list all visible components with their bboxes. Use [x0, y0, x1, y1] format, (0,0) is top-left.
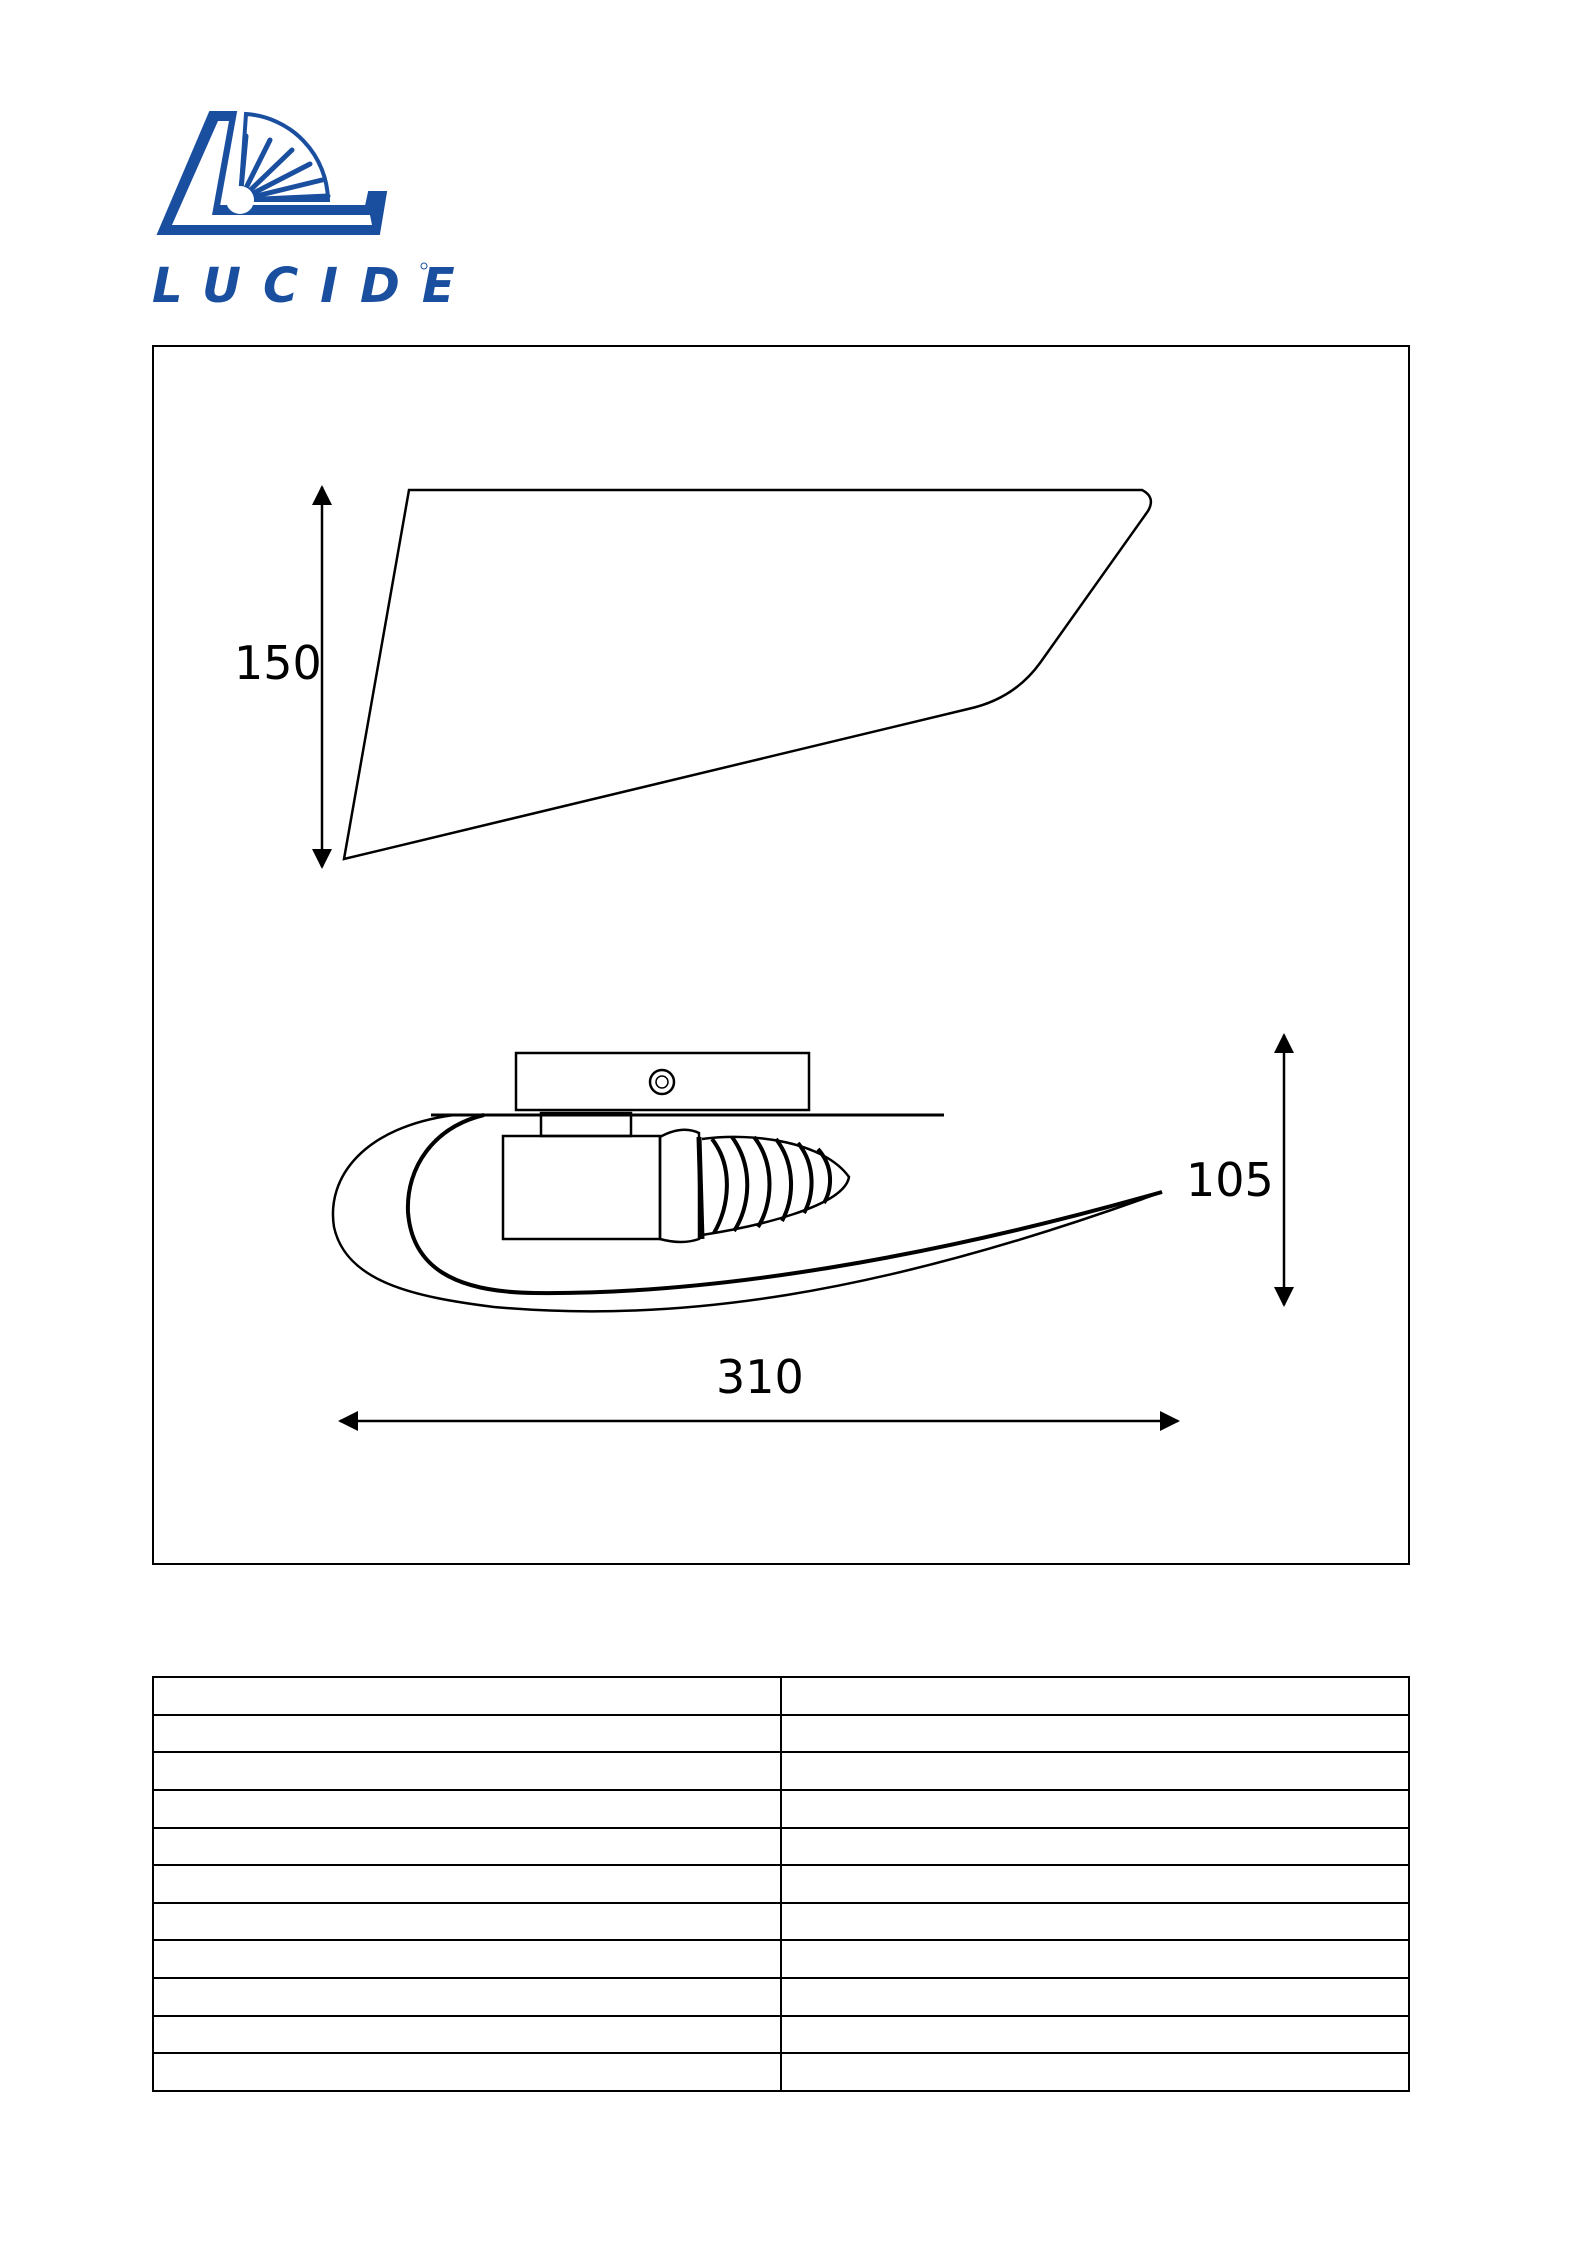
shade-top-outline	[344, 490, 1151, 859]
table-row	[153, 2053, 1409, 2091]
table-row	[153, 1715, 1409, 1753]
table-cell	[781, 1790, 1409, 1828]
table-cell	[781, 1677, 1409, 1715]
table-cell	[781, 1752, 1409, 1790]
lucide-wordmark: LUCIDE	[152, 258, 477, 314]
table-cell	[781, 1865, 1409, 1903]
table-row	[153, 1865, 1409, 1903]
table-row	[153, 1790, 1409, 1828]
table-cell	[781, 2016, 1409, 2054]
table-cell	[781, 1978, 1409, 2016]
width-310-label: 310	[716, 1350, 804, 1404]
table-cell	[153, 2053, 781, 2091]
technical-drawing	[154, 347, 1412, 1567]
wall-bracket	[516, 1053, 809, 1110]
table-cell	[781, 2053, 1409, 2091]
height-105-label: 105	[1186, 1153, 1274, 1207]
table-cell	[153, 1940, 781, 1978]
bracket-screw-icon	[650, 1070, 674, 1094]
table-row	[153, 1978, 1409, 2016]
lamp-socket	[503, 1136, 660, 1239]
table-row	[153, 1752, 1409, 1790]
lucide-logo	[148, 108, 477, 318]
table-cell	[153, 1715, 781, 1753]
table-row	[153, 1828, 1409, 1866]
table-cell	[153, 1677, 781, 1715]
spiral-bulb	[660, 1130, 849, 1242]
spec-table	[152, 1676, 1410, 2092]
height-150-label: 150	[234, 636, 322, 690]
table-cell	[153, 1865, 781, 1903]
table-cell	[781, 1903, 1409, 1941]
table-cell	[153, 1903, 781, 1941]
table-cell	[781, 1715, 1409, 1753]
top-view	[234, 487, 1151, 867]
table-row	[153, 1940, 1409, 1978]
table-cell	[781, 1828, 1409, 1866]
table-cell	[153, 1828, 781, 1866]
spec-table-body	[153, 1677, 1409, 2091]
table-cell	[153, 2016, 781, 2054]
table-cell	[153, 1790, 781, 1828]
table-cell	[153, 1752, 781, 1790]
technical-drawing-frame	[152, 345, 1410, 1565]
lucide-logo-mark	[148, 108, 477, 318]
side-view	[333, 1035, 1284, 1421]
table-row	[153, 1903, 1409, 1941]
table-cell	[781, 1940, 1409, 1978]
table-cell	[153, 1978, 781, 2016]
table-row	[153, 2016, 1409, 2054]
table-row	[153, 1677, 1409, 1715]
